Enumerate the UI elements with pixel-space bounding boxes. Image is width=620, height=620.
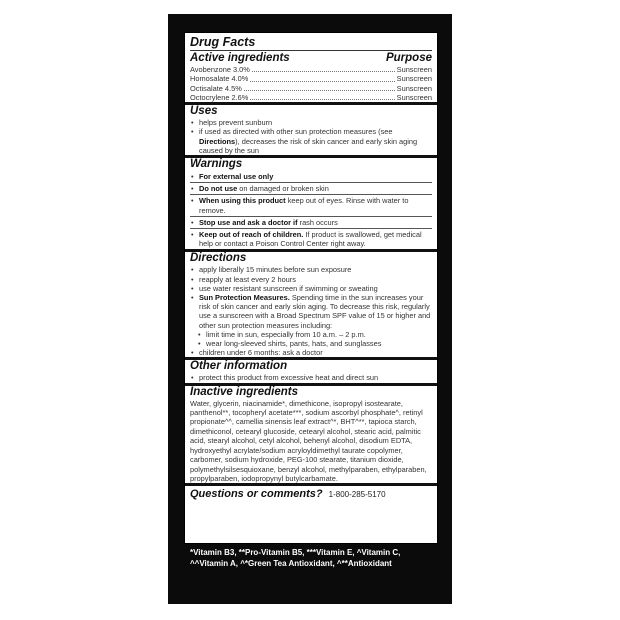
warning-item: • When using this product keep out of eyes. Rinse with water to remove.: [190, 196, 432, 214]
warning-item: • For external use only: [190, 172, 432, 181]
direction-subitem: • wear long-sleeved shirts, pants, hats, and sunglasses: [190, 339, 432, 348]
purpose-heading: Purpose: [385, 52, 432, 64]
drug-facts-box: [184, 32, 438, 544]
ingredient-name: Homosalate 4.0%: [190, 74, 249, 84]
active-ingredient-row: [190, 74, 432, 83]
active-ingredients-section: [185, 33, 437, 102]
ingredient-purpose: Sunscreen: [396, 92, 432, 102]
vitamin-footnote: [190, 548, 444, 569]
warning-item: • Do not use on damaged or broken skin: [190, 184, 432, 193]
direction-item: • reapply at least every 2 hours: [190, 275, 432, 284]
phone-number: 1-800-285-5170: [328, 490, 386, 500]
ingredient-name: Octisalate 4.5%: [190, 83, 242, 93]
warning-item: • Stop use and ask a doctor if rash occurs: [190, 218, 432, 227]
active-ingredient-row: [190, 65, 432, 74]
direction-item: • children under 6 months: ask a doctor: [190, 348, 432, 357]
uses-section: [185, 102, 437, 155]
ingredient-name: Octocrylene 2.6%: [190, 92, 249, 102]
inactive-ingredients-section: [185, 383, 437, 484]
footnote-line: *Vitamin B3, **Pro-Vitamin B5, ***Vitamin E, ^Vitamin C,: [190, 548, 401, 557]
uses-heading: Uses: [190, 105, 218, 118]
divider: [190, 50, 432, 51]
ingredient-purpose: Sunscreen: [396, 83, 432, 93]
uses-item: • if used as directed with other sun protection measures (see Directions), decreases the risk of skin cancer and early skin aging caused by the sun: [190, 127, 432, 155]
direction-subitem: • limit time in sun, especially from 10 a.m. – 2 p.m.: [190, 330, 432, 339]
questions-label: Questions or comments?: [190, 488, 323, 501]
warnings-section: [185, 155, 437, 249]
footnote-line: ^^Vitamin A, ^*Green Tea Antioxidant, ^**Antioxidant: [190, 558, 392, 568]
active-ingredient-row: [190, 84, 432, 93]
active-ingredient-row: [190, 93, 432, 102]
drug-facts-title: Drug Facts: [190, 35, 256, 49]
active-ingredients-heading: Active ingredients: [190, 52, 290, 64]
directions-section: [185, 249, 437, 357]
ingredient-purpose: Sunscreen: [396, 65, 432, 74]
direction-item: • Sun Protection Measures. Spending time in the sun increases your risk of skin cancer and early skin aging. To decrease this risk, regularly use a sunscreen with a Broad Spectrum SPF value of 15 or higher and other sun protection measures including:: [190, 293, 432, 330]
inactive-ingredients-heading: Inactive ingredients: [190, 385, 299, 398]
inactive-ingredients-text: Water, glycerin, niacinamide*, dimethicone, isopropyl isostearate, panthenol**, tocopheryl acetate***, sodium ascorbyl phosphate^, retinyl propionate^^, camellia sinensis leaf extract^*, BHT^**, tapioca starch, dimethiconol, cetearyl glucoside, cetearyl alcohol, stearic acid, palmitic acid, stearyl alcohol, cetyl alcohol, behenyl alcohol, disodium EDTA, hydroxyethyl acrylate/sodium acryloyldimethyl taurate copolymer, carbomer, sodium hydroxide, PEG-100 stearate, titanium dioxide, polymethylsilsesquioxane, benzyl alcohol, methylparaben, ethylparaben, propylparaben, iodopropynyl butylcarbamate.: [190, 398, 427, 483]
uses-item: • helps prevent sunburn: [190, 118, 432, 127]
warnings-heading: Warnings: [190, 158, 243, 170]
direction-item: • use water resistant sunscreen if swimming or sweating: [190, 284, 432, 293]
other-information-heading: Other information: [190, 360, 288, 373]
direction-item: • apply liberally 15 minutes before sun exposure: [190, 265, 432, 274]
other-information-section: [185, 357, 437, 382]
ingredient-purpose: Sunscreen: [396, 74, 432, 84]
other-information-item: • protect this product from excessive heat and direct sun: [190, 373, 432, 382]
questions-section: [185, 483, 437, 500]
warning-item: • Keep out of reach of children. If product is swallowed, get medical help or contact a Poison Control Center right away.: [190, 230, 432, 248]
directions-heading: Directions: [190, 252, 247, 265]
ingredient-name: Avobenzone 3.0%: [190, 65, 250, 74]
